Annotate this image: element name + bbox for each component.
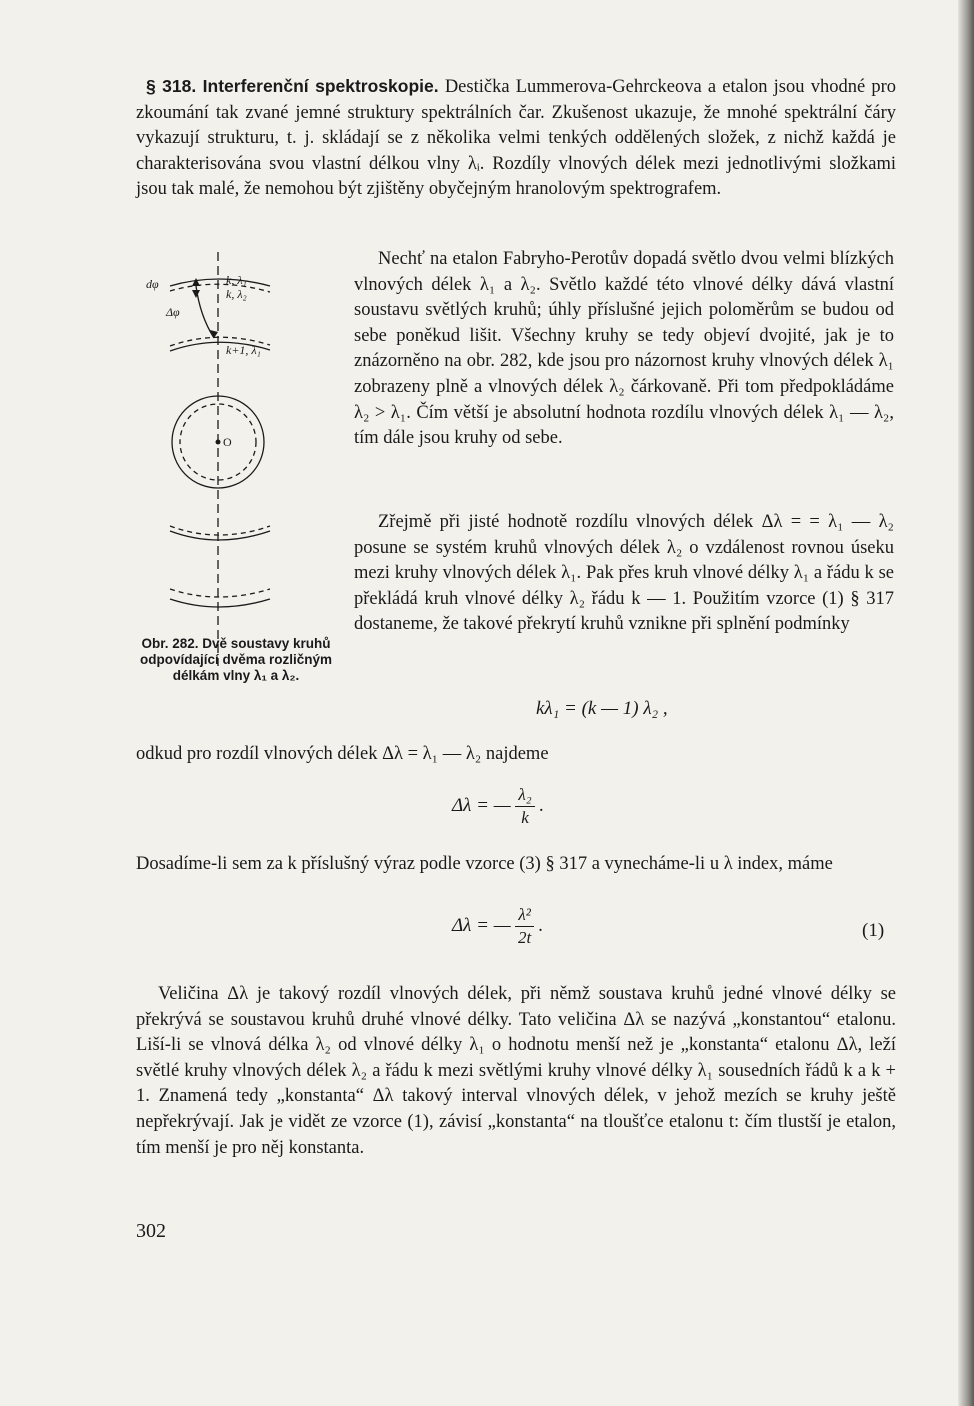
paragraph-5: Veličina Δλ je takový rozdíl vlnových délek, při němž soustava kruhů jedné vlnové délky se překrývá se soustavou kruhů druhé vlnové délky. Tato veličina Δλ se nazývá „konstantou“ etalonu. Liší-li se vlnová délka λ₂ od vlnové délky λ₁ o hodnotu menší než je „konstanta“ etalonu Δλ, leží světlé kruhy vlnových délek λ₂ a řádu k mezi světlými kruhy vlnové délky λ₁ sousedních řádů k a k + 1. Znamená tedy „konstanta“ Δλ takový interval vlnových délek, v jehož mezích se kruhy ještě nepřekrývají. Jak je vidět ze vzorce (1), závisí „konstanta“ na tloušťce etalonu t: čím tlustší je etalon, tím menší je pro něj konstanta.: [136, 984, 896, 1158]
label-Dphi: Δφ: [166, 305, 180, 319]
delta-phi-arc: [196, 286, 214, 338]
equation-c-numerator: λ²: [515, 904, 533, 927]
paragraph-2: Zřejmě při jisté hodnotě rozdílu vlnových délek Δλ = = λ₁ — λ₂ posune se systém kruhů vlnových délek λ₂ o vzdálenost rovnou úseku mezi kruhy vlnových délek λ₁. Pak přes kruh vlnové délky λ₁ a řádu k se překládá kruh vlnové délky λ₂ řádu k — 1. Použitím vzorce (1) § 317 dostaneme, že takové překrytí kruhů vznikne při splnění podmínky: [354, 512, 894, 635]
equation-c: [452, 904, 543, 949]
label-center: O: [223, 435, 232, 449]
section-heading: § 318. Interferenční spektroskopie.: [146, 76, 439, 96]
equation-b-numerator: λ₂: [515, 784, 534, 807]
equation-b: [452, 784, 544, 829]
label-k-lambda1: k, λ₁: [226, 273, 247, 287]
page-number: 302: [136, 1220, 166, 1242]
equation-b-denominator: k: [521, 808, 529, 827]
equation-b-end: .: [539, 794, 545, 816]
intro-paragraph: [136, 74, 896, 203]
paragraph-3: odkud pro rozdíl vlnových délek Δλ = λ₁ — λ₂ najdeme: [136, 744, 549, 764]
intro-text: Destička Lummerova-Gehrckeova a etalon jsou vhodné pro zkoumání tak zvané jemné struktury spektrálních čar. Zkušenost ukazuje, že mnohé spektrální čáry vykazují strukturu, t. j. skládají se z několika velmi tenkých oddělených složek, z nichž každá je charakterisována svou vlastní délkou vlny λᵢ. Rozdíly vlnových délek mezi jednotlivými složkami jsou tak malé, že nemohou být zjištěny obyčejným hranolovým spektrografem.: [136, 77, 897, 200]
figure-282: [140, 246, 282, 686]
label-dphi: dφ: [146, 277, 159, 291]
arc-k-lambda2: [170, 284, 270, 292]
arc-lower2-lambda2: [170, 589, 270, 597]
figure-caption: Obr. 282. Dvě soustavy kruhů odpovídající dvěma rozličným délkám vlny λ₁ a λ₂.: [139, 636, 333, 683]
equation-a: kλ₁ = (k — 1) λ₂ ,: [536, 698, 668, 719]
paragraph-1: Nechť na etalon Fabryho-Perotův dopadá světlo dvou velmi blízkých vlnových délek λ₁ a λ₂. Světlo každé této vlnové délky dává vlastní soustavu světlých kruhů; úhly příslušné jejich poloměrům se budou od sebe poněkud lišit. Všechny kruhy se tedy objeví dvojité, jak je to znázorněno na obr. 282, kde jsou pro názornost kruhy vlnových délek λ₁ zobrazeny plně a vlnových délek λ₂ čárkovaně. Při tom předpokládáme λ₂ > λ₁. Čím větší je absolutní hodnota rozdílu vlnových délek λ₁ — λ₂, tím dále jsou kruhy od sebe.: [354, 249, 894, 449]
arc-lower2-lambda1: [170, 599, 270, 607]
label-k-lambda2: k, λ₂: [226, 287, 247, 301]
label-k1-lambda1: k+1, λ₁: [226, 343, 261, 357]
equation-c-end: .: [538, 914, 544, 936]
arc-k-lambda1: [170, 279, 270, 286]
center-point: [216, 440, 221, 445]
arc-lower1-lambda2: [170, 526, 270, 535]
equation-c-denominator: 2t: [517, 928, 532, 947]
arc-lower1-lambda1: [170, 531, 270, 540]
paragraph-4: Dosadíme-li sem za k příslušný výraz podle vzorce (3) § 317 a vynecháme-li u λ index, máme: [136, 854, 833, 874]
equation-c-lhs: Δλ = —: [452, 914, 511, 936]
book-spine-shadow: [958, 0, 974, 1406]
equation-b-lhs: Δλ = —: [452, 794, 511, 816]
equation-number: (1): [862, 920, 885, 941]
